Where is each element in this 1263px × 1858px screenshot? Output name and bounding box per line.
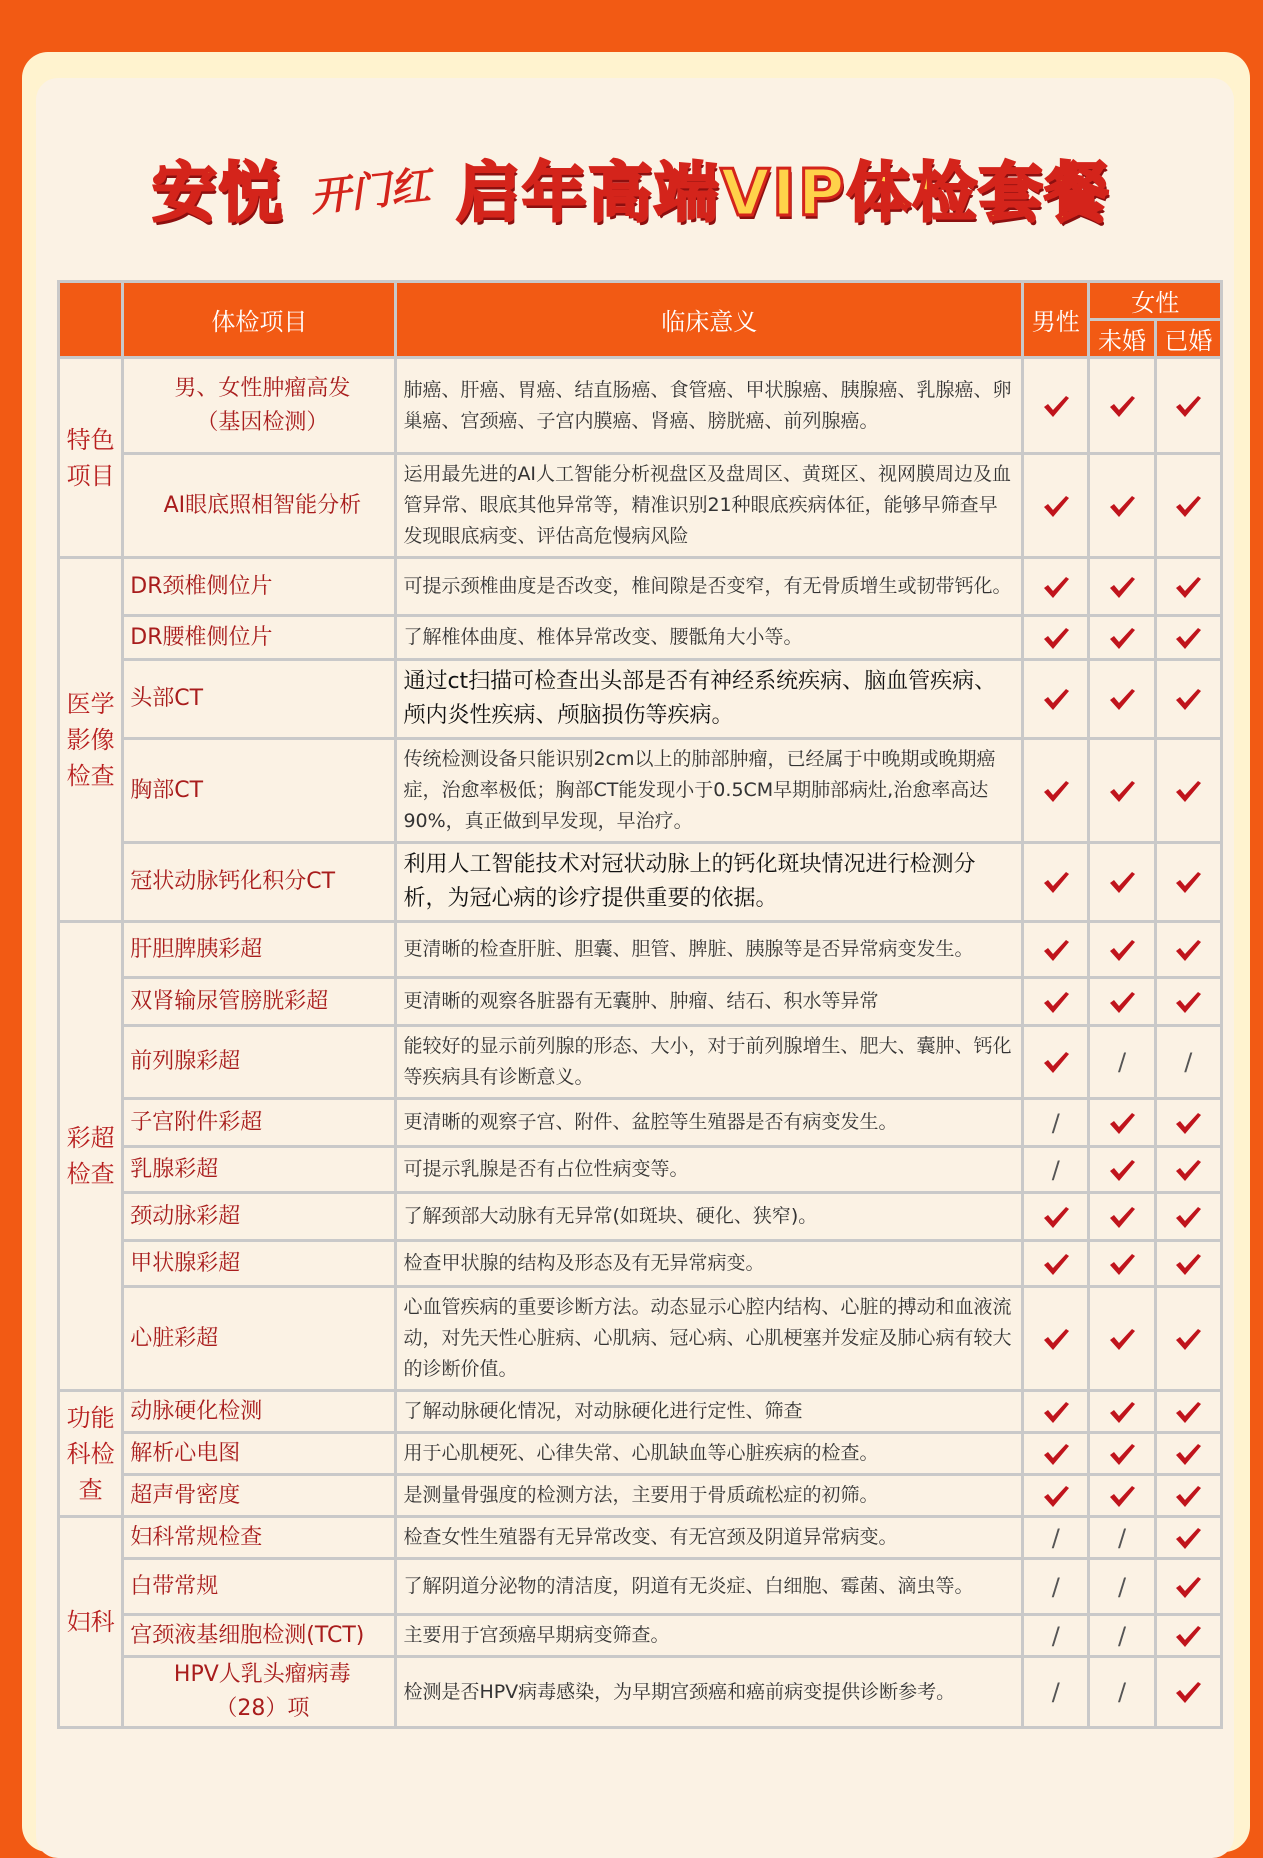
mark-male [1023,1391,1089,1433]
slash-mark: / [1051,1155,1060,1184]
clinical-meaning: 更清晰的观察各脏器有无囊肿、肿瘤、结石、积水等异常 [396,978,1023,1026]
mark-unmarried [1089,1241,1155,1287]
mark-male [1023,454,1089,558]
mark-married [1155,843,1221,922]
check-icon [1174,1680,1202,1704]
clinical-meaning: 检测是否HPV病毒感染，为早期宫颈癌和癌前病变提供诊断参考。 [396,1657,1023,1728]
check-icon [1042,687,1070,711]
mark-male [1023,1433,1089,1475]
mark-unmarried [1089,1391,1155,1433]
mark-married [1155,454,1221,558]
mark-male [1023,978,1089,1026]
mark-married [1155,616,1221,660]
slash-mark: / [1118,1048,1127,1076]
mark-married [1155,978,1221,1026]
exam-table [57,280,1223,1729]
slash-mark: / [1118,1678,1127,1706]
check-icon [1108,1442,1136,1466]
exam-item: 解析心电图 [123,1433,396,1475]
mark-unmarried [1089,1287,1155,1391]
table-row [59,1433,1222,1475]
check-icon [1042,990,1070,1014]
mark-male [1023,1241,1089,1287]
table-row [59,1657,1222,1728]
mark-male [1023,660,1089,739]
check-icon [1108,687,1136,711]
mark-unmarried [1089,1147,1155,1193]
check-icon [1108,1400,1136,1424]
check-icon [1042,494,1070,518]
check-icon [1174,687,1202,711]
exam-item: 双肾输尿管膀胱彩超 [123,978,396,1026]
clinical-meaning: 运用最先进的AI人工智能分析视盘区及盘周区、黄斑区、视网膜周边及血管异常、眼底其他异常等，精准识别21种眼底疾病体征，能够早筛查早发现眼底病变、评估高危慢病风险 [396,454,1023,558]
check-icon [1042,1252,1070,1276]
check-icon [1108,494,1136,518]
mark-male [1023,1147,1089,1193]
clinical-meaning: 能较好的显示前列腺的形态、大小，对于前列腺增生、肥大、囊肿、钙化等疾病具有诊断意义。 [396,1026,1023,1099]
mark-male [1023,1615,1089,1657]
exam-item: 冠状动脉钙化积分CT [123,843,396,922]
clinical-meaning: 肺癌、肝癌、胃癌、结直肠癌、食管癌、甲状腺癌、胰腺癌、乳腺癌、卵巢癌、宫颈癌、子宫内膜癌、肾癌、膀胱癌、前列腺癌。 [396,358,1023,454]
mark-married [1155,1475,1221,1517]
check-icon [1174,394,1202,418]
exam-item: 头部CT [123,660,396,739]
mark-unmarried [1089,1026,1155,1099]
mark-unmarried [1089,843,1155,922]
table-row [59,739,1222,843]
table-row [59,1391,1222,1433]
mark-unmarried [1089,922,1155,978]
check-icon [1174,1400,1202,1424]
table-row [59,558,1222,616]
exam-item: 肝胆脾胰彩超 [123,922,396,978]
check-icon [1042,779,1070,803]
mark-male [1023,558,1089,616]
exam-item: DR腰椎侧位片 [123,616,396,660]
check-icon [1108,1205,1136,1229]
mark-married [1155,1147,1221,1193]
check-icon [1042,575,1070,599]
check-icon [1042,1327,1070,1351]
mark-married [1155,1391,1221,1433]
table-row [59,1517,1222,1559]
mark-married [1155,1615,1221,1657]
mark-male [1023,739,1089,843]
mark-married [1155,1287,1221,1391]
check-icon [1108,626,1136,650]
check-icon [1174,1205,1202,1229]
check-icon [1174,1327,1202,1351]
clinical-meaning: 更清晰的观察子宫、附件、盆腔等生殖器是否有病变发生。 [396,1099,1023,1147]
mark-unmarried [1089,1559,1155,1615]
check-icon [1174,1111,1202,1135]
mark-married [1155,1433,1221,1475]
slash-mark: / [1118,1621,1127,1650]
check-icon [1042,1050,1070,1074]
table-row [59,1241,1222,1287]
clinical-meaning: 了解动脉硬化情况，对动脉硬化进行定性、筛查 [396,1391,1023,1433]
clinical-meaning: 是测量骨强度的检测方法，主要用于骨质疏松症的初筛。 [396,1475,1023,1517]
table-row [59,1475,1222,1517]
table-row [59,616,1222,660]
check-icon [1108,1327,1136,1351]
slash-mark: / [1051,1572,1060,1601]
mark-unmarried [1089,978,1155,1026]
mark-married [1155,660,1221,739]
mark-unmarried [1089,1433,1155,1475]
table-row [59,1147,1222,1193]
check-icon [1042,1442,1070,1466]
table-row [59,843,1222,922]
category-cell: 妇科 [59,1517,123,1728]
category-cell: 彩超 检查 [59,922,123,1391]
mark-male [1023,1287,1089,1391]
mark-married [1155,1099,1221,1147]
check-icon [1174,1252,1202,1276]
exam-body [59,358,1222,1728]
check-icon [1108,1158,1136,1182]
slash-mark: / [1051,1523,1060,1552]
check-icon [1042,938,1070,962]
check-icon [1174,1624,1202,1648]
check-icon [1174,1526,1202,1550]
mark-unmarried [1089,1517,1155,1559]
check-icon [1174,990,1202,1014]
clinical-meaning: 用于心肌梗死、心律失常、心肌缺血等心脏疾病的检查。 [396,1433,1023,1475]
exam-item: 胸部CT [123,739,396,843]
table-row [59,1193,1222,1241]
check-icon [1042,1484,1070,1508]
mark-unmarried [1089,1615,1155,1657]
check-icon [1042,626,1070,650]
table-row [59,1099,1222,1147]
mark-male [1023,843,1089,922]
header-unmarried: 未婚 [1089,320,1155,358]
check-icon [1174,626,1202,650]
category-cell: 功能 科检 查 [59,1391,123,1517]
exam-item: 超声骨密度 [123,1475,396,1517]
brand-name: 安悦 [152,157,285,231]
category-cell: 特色 项目 [59,358,123,558]
clinical-meaning: 利用人工智能技术对冠状动脉上的钙化斑块情况进行检测分析，为冠心病的诊疗提供重要的依据。 [396,843,1023,922]
exam-item: 动脉硬化检测 [123,1391,396,1433]
clinical-meaning: 心血管疾病的重要诊断方法。动态显示心腔内结构、心脏的搏动和血液流动，对先天性心脏病、心肌病、冠心病、心肌梗塞并发症及肺心病有较大的诊断价值。 [396,1287,1023,1391]
mark-married [1155,1657,1221,1728]
mark-male [1023,1026,1089,1099]
clinical-meaning: 了解阴道分泌物的清洁度，阴道有无炎症、白细胞、霉菌、滴虫等。 [396,1559,1023,1615]
check-icon [1042,1205,1070,1229]
check-icon [1174,494,1202,518]
check-icon [1108,1111,1136,1135]
clinical-meaning: 主要用于宫颈癌早期病变筛查。 [396,1615,1023,1657]
table-row [59,978,1222,1026]
header-female: 女性 [1089,282,1222,320]
clinical-meaning: 可提示颈椎曲度是否改变，椎间隙是否变窄，有无骨质增生或韧带钙化。 [396,558,1023,616]
header-married: 已婚 [1155,320,1221,358]
table-row [59,922,1222,978]
exam-item: 男、女性肿瘤高发 （基因检测） [123,358,396,454]
mark-unmarried [1089,358,1155,454]
mark-male [1023,922,1089,978]
table-row [59,660,1222,739]
mark-unmarried [1089,616,1155,660]
mark-male [1023,1475,1089,1517]
mark-male [1023,1099,1089,1147]
clinical-meaning: 可提示乳腺是否有占位性病变等。 [396,1147,1023,1193]
header-blank [59,282,123,358]
header-male: 男性 [1023,282,1089,358]
check-icon [1042,394,1070,418]
mark-married [1155,1517,1221,1559]
table-row [59,1615,1222,1657]
mark-married [1155,1559,1221,1615]
mark-male [1023,1657,1089,1728]
mark-male [1023,1517,1089,1559]
check-icon [1042,1400,1070,1424]
mark-unmarried [1089,1475,1155,1517]
mark-unmarried [1089,558,1155,616]
mark-married [1155,739,1221,843]
slash-mark: / [1051,1621,1060,1650]
mark-unmarried [1089,1193,1155,1241]
mark-male [1023,358,1089,454]
check-icon [1108,779,1136,803]
check-icon [1174,575,1202,599]
clinical-meaning: 了解椎体曲度、椎体异常改变、腰骶角大小等。 [396,616,1023,660]
exam-item: 白带常规 [123,1559,396,1615]
clinical-meaning: 通过ct扫描可检查出头部是否有神经系统疾病、脑血管疾病、颅内炎性疾病、颅脑损伤等疾病。 [396,660,1023,739]
mark-unmarried [1089,660,1155,739]
mark-married [1155,1026,1221,1099]
check-icon [1108,575,1136,599]
clinical-meaning: 传统检测设备只能识别2cm以上的肺部肿瘤，已经属于中晚期或晚期癌症，治愈率极低；胸部CT能发现小于0.5CM早期肺部病灶,治愈率高达90%，真正做到早发现，早治疗。 [396,739,1023,843]
mark-unmarried [1089,739,1155,843]
clinical-meaning: 更清晰的检查肝脏、胆囊、胆管、脾脏、胰腺等是否异常病变发生。 [396,922,1023,978]
exam-item: 乳腺彩超 [123,1147,396,1193]
exam-item: DR颈椎侧位片 [123,558,396,616]
package-title: 启年高端VIP体检套餐 [456,157,1111,231]
exam-item: 妇科常规检查 [123,1517,396,1559]
exam-item: 心脏彩超 [123,1287,396,1391]
check-icon [1108,870,1136,894]
table-row [59,454,1222,558]
check-icon [1042,870,1070,894]
slash-mark: / [1051,1678,1060,1706]
exam-item: 子宫附件彩超 [123,1099,396,1147]
exam-item: AI眼底照相智能分析 [123,454,396,558]
mark-married [1155,1241,1221,1287]
check-icon [1174,1442,1202,1466]
mark-unmarried [1089,454,1155,558]
clinical-meaning: 检查甲状腺的结构及形态及有无异常病变。 [396,1241,1023,1287]
table-row [59,1559,1222,1615]
header-meaning: 临床意义 [396,282,1023,358]
mark-married [1155,922,1221,978]
script-slogan: 开门红 [308,161,433,221]
mark-married [1155,1193,1221,1241]
clinical-meaning: 了解颈部大动脉有无异常(如斑块、硬化、狭窄)。 [396,1193,1023,1241]
clinical-meaning: 检查女性生殖器有无异常改变、有无宫颈及阴道异常病变。 [396,1517,1023,1559]
slash-mark: / [1184,1048,1193,1076]
slash-mark: / [1118,1572,1127,1601]
category-cell: 医学 影像 检查 [59,558,123,922]
mark-male [1023,1193,1089,1241]
mark-male [1023,1559,1089,1615]
check-icon [1174,938,1202,962]
mark-married [1155,558,1221,616]
mark-unmarried [1089,1099,1155,1147]
exam-item: 甲状腺彩超 [123,1241,396,1287]
check-icon [1108,1484,1136,1508]
check-icon [1174,1158,1202,1182]
check-icon [1108,990,1136,1014]
page-title [0,142,1263,234]
mark-unmarried [1089,1657,1155,1728]
slash-mark: / [1118,1523,1127,1552]
exam-item: 宫颈液基细胞检测(TCT) [123,1615,396,1657]
header-item: 体检项目 [123,282,396,358]
table-row [59,1287,1222,1391]
mark-married [1155,358,1221,454]
check-icon [1108,1252,1136,1276]
check-icon [1174,779,1202,803]
check-icon [1174,1484,1202,1508]
check-icon [1174,870,1202,894]
exam-item: 前列腺彩超 [123,1026,396,1099]
slash-mark: / [1051,1108,1060,1137]
table-row [59,1026,1222,1099]
table-row [59,358,1222,454]
exam-item: 颈动脉彩超 [123,1193,396,1241]
exam-item: HPV人乳头瘤病毒 （28）项 [123,1657,396,1728]
mark-male [1023,616,1089,660]
check-icon [1108,394,1136,418]
check-icon [1174,1575,1202,1599]
check-icon [1108,938,1136,962]
